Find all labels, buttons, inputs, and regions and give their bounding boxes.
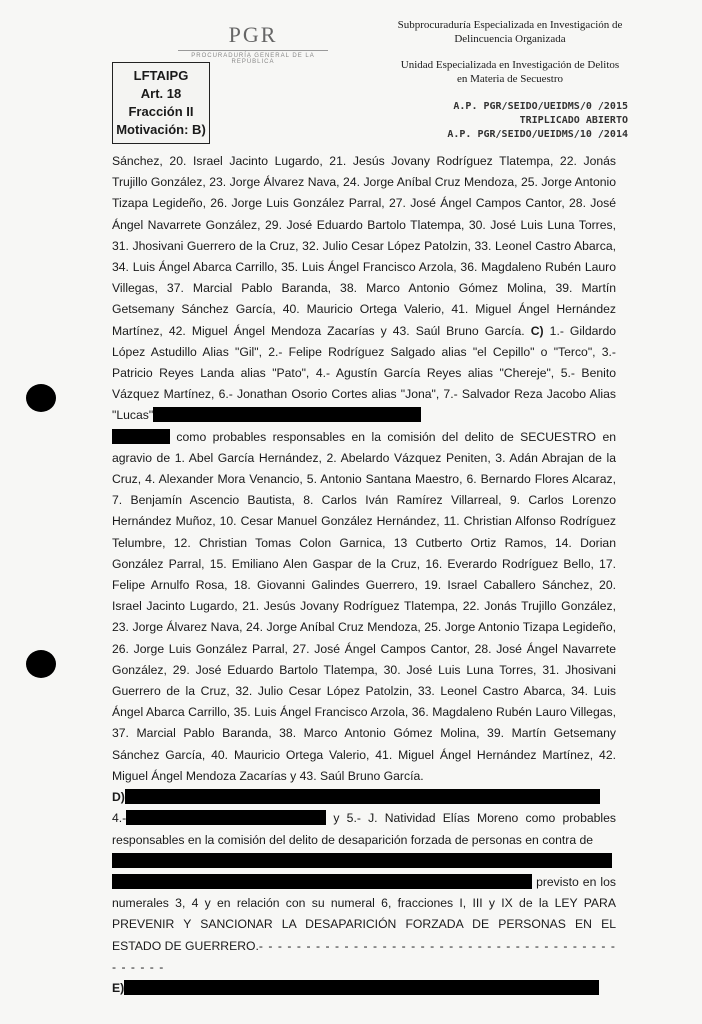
dash-filler: - - - - - - - - - - - - - - - - - - - - - - - - - - - - - - - - - - - - - - - - - - - - [112,938,616,974]
logo-text: PGR [228,22,278,47]
redaction-bar [112,429,170,444]
case-number: TRIPLICADO ABIERTO [519,115,628,126]
case-number: A.P. PGR/SEIDO/UEIDMS/10 /2014 [447,129,628,140]
unit-line: Unidad Especializada en Investigación de Delitos [400,59,620,71]
case-number-block [398,100,628,142]
paragraph-text: y 5.- J. Natividad Elías Moreno como probables responsables en la comisión del delito de desaparición forzada de personas en contra de [112,811,616,847]
issuing-office [370,18,650,86]
section-label: C) [530,323,544,338]
redaction-bar [126,810,326,825]
punch-hole [26,650,56,678]
paragraph-text: como probables responsables en la comisión del delito de SECUESTRO en agravio de 1. Abel García Hernández, 2. Abelardo Vázquez Peniten, 3. Adán Abrajan de la Cruz, 4. Alexander Mora Venancio, 5. Antonio Santana Maestro, 6. Bernardo Flores Alcaraz, 7. Benjamín Ascencio Bautista, 8. Carlos Iván Ramírez Villarreal, 9. Carlos Lorenzo Hernández Muñoz, 10. Cesar Manuel González Hernández, 11. Christian Alfonso Rodríguez Telumbre, 12. Christian Tomas Colon Garnica, 13 Cutberto Ortiz Ramos, 14. Dorian González Parral, 15. Emiliano Alen Gaspar de la Cruz, 16. Everardo Rodríguez Bello, 17. Felipe Arnulfo Rosa, 18. Giovanni Galindes Guerrero, 19. Israel Caballero Sánchez, 20. Israel Jacinto Lugardo, 21. Jesús Jovany Rodríguez Tlatempa, 22. Jonás Trujillo González, 23. Jorge Álvarez Nava, 24. Jorge Aníbal Cruz Mendoza, 25. Jorge Antonio Tizapa Legideño, 26. Jorge Luis González Parral, 27. José Ángel Campos Cantor, 28. José Ángel Navarrete González, 29. José Eduardo Bartolo Tlatempa, 30. José Luis Luna Torres, 31. Jhosivani Guerrero de la Cruz, 32. Julio Cesar López Patolzin, 33. Leonel Castro Abarca, 34. Luis Ángel Abarca Carrillo, 35. Luis Ángel Francisco Arzola, 36. Magdaleno Rubén Lauro Villegas, 37. Marcial Pablo Baranda, 38. Marco Antonio Gómez Molina, 39. Martín Getsemany Sánchez García, 40. Mauricio Ortega Valerio, 41. Miguel Ángel Hernández Martínez, 42. Miguel Ángel Mendoza Zacarías y 43. Saúl Bruno García. [112,429,616,783]
section-label: D) [112,790,125,805]
classification-stamp [112,62,210,144]
org-line: Delincuencia Organizada [454,33,566,45]
document-body [112,151,616,999]
stamp-line: LFTAIPG [133,68,189,83]
redaction-bar [124,980,599,995]
redaction-bar [112,874,532,889]
redaction-bar [112,853,612,868]
pgr-logo [178,22,328,65]
paragraph [112,787,616,999]
logo-subtext: PROCURADURÍA GENERAL DE LA REPÚBLICA [178,50,328,65]
unit-line: en Materia de Secuestro [457,73,563,85]
stamp-line: Motivación: B) [116,122,206,137]
case-number: A.P. PGR/SEIDO/UEIDMS/0 /2015 [453,101,628,112]
paragraph-text: previsto en [536,874,597,889]
redaction-bar [125,789,600,804]
stamp-line: Fracción II [128,104,194,119]
paragraph-text: los numerales 3, 4 y en relación con su numeral 6, fracciones I, III y IX de la LEY PARA PREVENIR Y SANCIONAR LA DESAPARICIÓN FORZADA DE PERSONAS EN EL ESTADO DE GUERRERO. [112,874,617,953]
redaction-bar [153,407,421,422]
paragraph-text: Sánchez, 20. Israel Jacinto Lugardo, 21. Jesús Jovany Rodríguez Tlatempa, 22. Jonás Trujillo González, 23. Jorge Álvarez Nava, 24. Jorge Aníbal Cruz Mendoza, 25. Jorge Antonio Tizapa Legideño, 26. Jorge Luis González Parral, 27. José Ángel Campos Cantor, 28. José Ángel Navarrete González, 29. José Eduardo Bartolo Tlatempa, 30. José Luis Luna Torres, 31. Jhosivani Guerrero de la Cruz, 32. Julio Cesar López Patolzin, 33. Leonel Castro Abarca, 34. Luis Ángel Abarca Carrillo, 35. Luis Ángel Francisco Arzola, 36. Magdaleno Rubén Lauro Villegas, 37. Marcial Pablo Baranda, 38. Marco Antonio Gómez Molina, 39. Martín Getsemany Sánchez García, 40. Mauricio Ortega Valerio, 41. Miguel Ángel Hernández Martínez, 42. Miguel Ángel Mendoza Zacarías y 43. Saúl Bruno García. [112,154,616,338]
org-line: Subprocuraduría Especializada en Investigación de [397,19,623,31]
paragraph [112,151,616,787]
stamp-line: Art. 18 [140,86,182,101]
punch-hole [26,384,56,412]
paragraph-text: 4.- [112,811,127,826]
section-label: E) [112,980,125,995]
paragraph-text: 1.- Gildardo López Astudillo Alias "Gil", 2.- Felipe Rodríguez Salgado alias "el Cepillo" o "Terco", 3.- Patricio Reyes Landa alias "Pato", 4.- Agustín García Reyes alias "Chereje", 5.- Benito Vázquez Martínez, 6.- Jonathan Osorio Cortes alias "Jona", 7.- Salvador Reza Jacobo Alias "Lucas" [112,323,616,423]
